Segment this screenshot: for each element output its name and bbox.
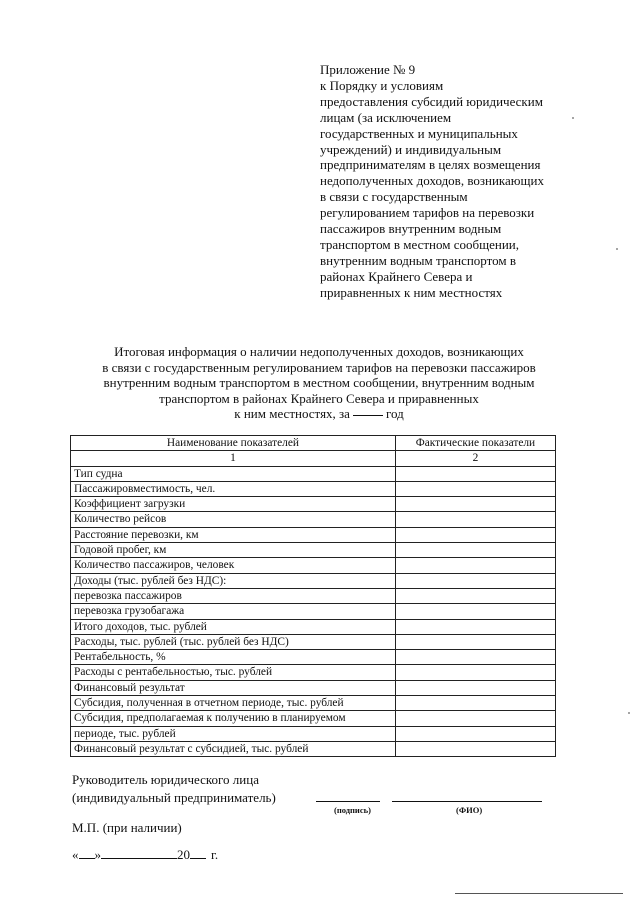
appendix-line: государственных и муниципальных bbox=[320, 125, 518, 141]
indicator-value-cell[interactable] bbox=[395, 726, 555, 741]
appendix-line: предоставления субсидий юридическим bbox=[320, 93, 543, 109]
appendix-line: в связи с государственным bbox=[320, 189, 468, 205]
table-row bbox=[71, 466, 556, 481]
indicator-name-cell: перевозка грузобагажа bbox=[71, 604, 396, 619]
title-line: Итоговая информация о наличии недополученных доходов, возникающих bbox=[114, 344, 524, 359]
table-row bbox=[71, 696, 556, 711]
appendix-line: транспортом в местном сообщении, bbox=[320, 236, 519, 252]
table-header-row bbox=[71, 436, 556, 451]
full-name-line[interactable] bbox=[392, 801, 542, 802]
date-year-suffix: г. bbox=[211, 847, 219, 862]
table-row bbox=[71, 573, 556, 588]
title-period-label: к ним местностях, за bbox=[234, 406, 350, 421]
indicator-value-cell[interactable] bbox=[395, 497, 555, 512]
indicator-name-cell: Итого доходов, тыс. рублей bbox=[71, 619, 396, 634]
indicator-name-cell: Доходы (тыс. рублей без НДС): bbox=[71, 573, 396, 588]
appendix-line: Приложение № 9 bbox=[320, 62, 416, 77]
scan-speck bbox=[616, 248, 618, 250]
column-header-indicator: Наименование показателей bbox=[71, 436, 396, 451]
table-row bbox=[71, 543, 556, 558]
indicator-name-cell: Коэффициент загрузки bbox=[71, 497, 396, 512]
indicator-name-cell: Субсидия, предполагаемая к получению в планируемом bbox=[71, 711, 396, 726]
scan-speck bbox=[572, 117, 574, 119]
appendix-line: к Порядку и условиям bbox=[320, 77, 444, 93]
year-blank bbox=[353, 414, 383, 416]
column-header-actual: Фактические показатели bbox=[395, 436, 555, 451]
indicator-value-cell[interactable] bbox=[395, 665, 555, 680]
indicator-value-cell[interactable] bbox=[395, 741, 555, 756]
table-row bbox=[71, 619, 556, 634]
indicator-name-cell: Тип судна bbox=[71, 466, 396, 481]
title-line: транспортом в районах Крайнего Севера и приравненных bbox=[159, 390, 479, 406]
indicator-name-cell: Субсидия, полученная в отчетном периоде, тыс. рублей bbox=[71, 696, 396, 711]
appendix-line: районах Крайнего Севера и bbox=[320, 268, 473, 284]
indicator-name-cell: Финансовый результат bbox=[71, 680, 396, 695]
signature-caption: (подпись) bbox=[334, 805, 371, 815]
indicator-value-cell[interactable] bbox=[395, 588, 555, 603]
day-blank[interactable] bbox=[79, 847, 95, 859]
table-row bbox=[71, 634, 556, 649]
table-row bbox=[71, 665, 556, 680]
month-blank[interactable] bbox=[101, 847, 177, 859]
indicator-value-cell[interactable] bbox=[395, 619, 555, 634]
date-quote-close: » bbox=[94, 847, 101, 862]
table-row bbox=[71, 497, 556, 512]
table-row bbox=[71, 588, 556, 603]
table-row bbox=[71, 527, 556, 542]
indicator-name-cell: Количество рейсов bbox=[71, 512, 396, 527]
appendix-header bbox=[320, 62, 620, 301]
indicator-name-cell: Расстояние перевозки, км bbox=[71, 527, 396, 542]
indicator-value-cell[interactable] bbox=[395, 558, 555, 573]
indicator-value-cell[interactable] bbox=[395, 481, 555, 496]
signature-line[interactable] bbox=[316, 801, 380, 802]
date-century: 20 bbox=[177, 847, 190, 862]
indicator-name-cell: Количество пассажиров, человек bbox=[71, 558, 396, 573]
date-field bbox=[72, 847, 218, 863]
table-row bbox=[71, 558, 556, 573]
indicator-value-cell[interactable] bbox=[395, 543, 555, 558]
signature-role-sub: (индивидуальный предприниматель) bbox=[72, 790, 276, 805]
indicator-value-cell[interactable] bbox=[395, 512, 555, 527]
appendix-line: недополученных доходов, возникающих bbox=[320, 173, 544, 189]
indicator-name-cell: Пассажировместимость, чел. bbox=[71, 481, 396, 496]
appendix-line: внутренним водным транспортом в bbox=[320, 252, 517, 268]
signature-role: Руководитель юридического лица bbox=[72, 772, 259, 787]
appendix-line: учреждений) и индивидуальным bbox=[320, 141, 502, 157]
date-quote-open: « bbox=[72, 847, 79, 862]
indicator-value-cell[interactable] bbox=[395, 634, 555, 649]
appendix-line: регулированием тарифов на перевозки bbox=[320, 205, 535, 221]
table-row bbox=[71, 481, 556, 496]
title-line: внутренним водным транспортом в местном сообщении, внутренним водным bbox=[103, 375, 535, 390]
indicator-value-cell[interactable] bbox=[395, 527, 555, 542]
indicator-name-cell: Финансовый результат с субсидией, тыс. рублей bbox=[71, 741, 396, 756]
appendix-line: пассажиров внутренним водным bbox=[320, 221, 502, 237]
indicator-value-cell[interactable] bbox=[395, 573, 555, 588]
title-year-word: год bbox=[385, 406, 404, 421]
table-row bbox=[71, 650, 556, 665]
table-row bbox=[71, 512, 556, 527]
scan-speck bbox=[628, 712, 630, 714]
indicator-value-cell[interactable] bbox=[395, 650, 555, 665]
indicator-name-cell: перевозка пассажиров bbox=[71, 588, 396, 603]
indicator-value-cell[interactable] bbox=[395, 466, 555, 481]
title-line: в связи с государственным регулированием тарифов на перевозки пассажиров bbox=[102, 359, 536, 375]
column-number: 2 bbox=[395, 451, 555, 466]
table-row bbox=[71, 726, 556, 741]
document-title bbox=[40, 344, 598, 422]
indicator-value-cell[interactable] bbox=[395, 604, 555, 619]
title-line-period bbox=[40, 406, 598, 422]
table-row bbox=[71, 604, 556, 619]
indicator-value-cell[interactable] bbox=[395, 680, 555, 695]
table-row bbox=[71, 711, 556, 726]
table-row bbox=[71, 680, 556, 695]
indicator-value-cell[interactable] bbox=[395, 711, 555, 726]
full-name-caption: (ФИО) bbox=[456, 805, 483, 815]
indicator-value-cell[interactable] bbox=[395, 696, 555, 711]
table-row bbox=[71, 741, 556, 756]
appendix-line: лицам (за исключением bbox=[320, 109, 452, 125]
table-numbering-row bbox=[71, 451, 556, 466]
appendix-line: предпринимателям в целях возмещения bbox=[320, 157, 541, 173]
indicator-name-cell: Расходы, тыс. рублей (тыс. рублей без НДС) bbox=[71, 634, 396, 649]
indicator-name-cell: Рентабельность, % bbox=[71, 650, 396, 665]
stamp-note: М.П. (при наличии) bbox=[72, 820, 182, 835]
indicators-table bbox=[70, 435, 556, 757]
indicator-name-cell: Годовой пробег, км bbox=[71, 543, 396, 558]
column-number: 1 bbox=[71, 451, 396, 466]
appendix-line: приравненных к ним местностях bbox=[320, 284, 503, 300]
indicator-name-cell: периоде, тыс. рублей bbox=[71, 726, 396, 741]
indicator-name-cell: Расходы с рентабельностью, тыс. рублей bbox=[71, 665, 396, 680]
year-digits-blank[interactable] bbox=[190, 847, 206, 859]
page-edge-line bbox=[455, 893, 623, 894]
